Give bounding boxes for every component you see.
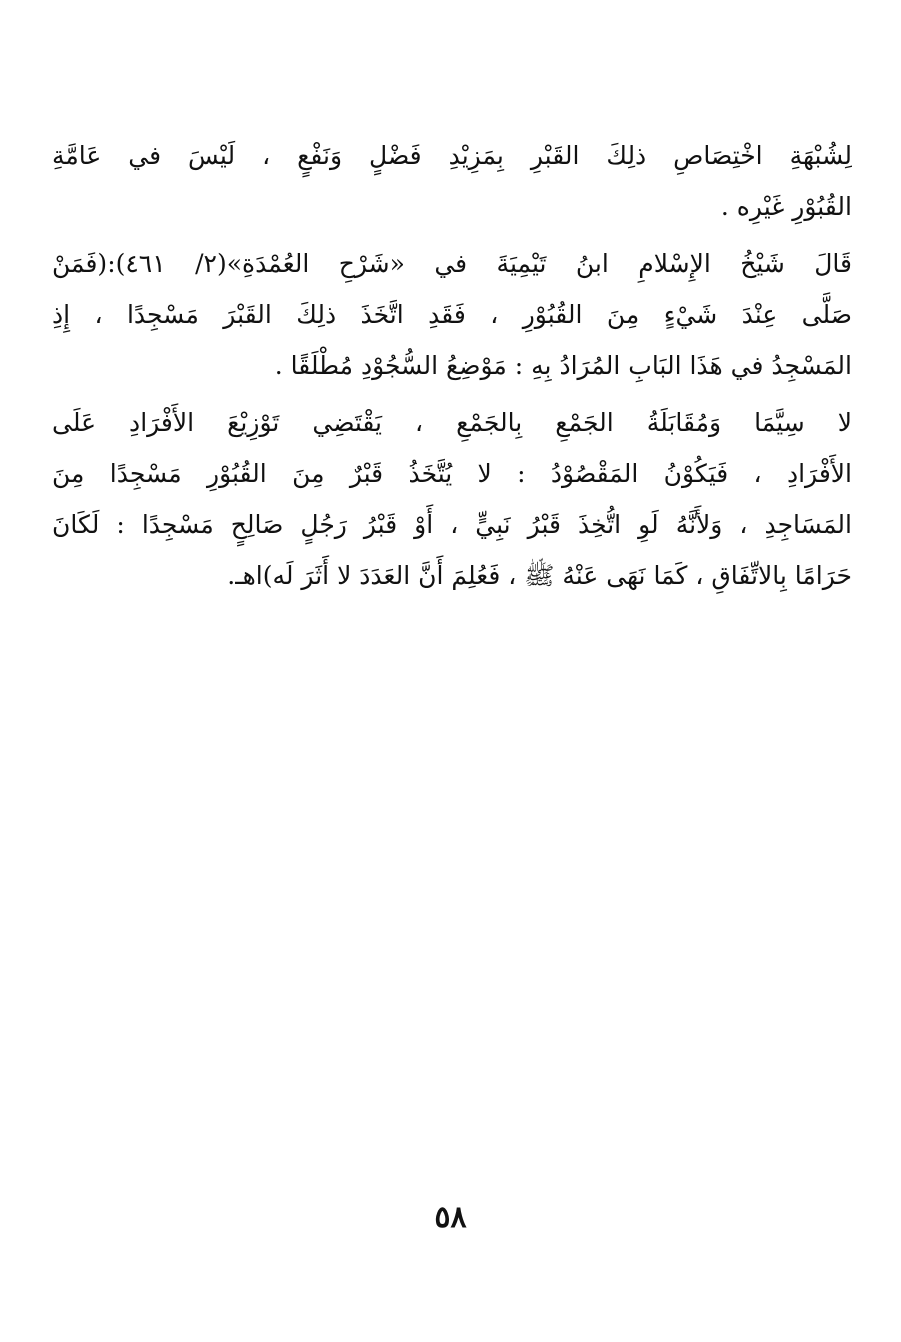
text-line: لِشُبْهَةِ اخْتِصَاصِ ذلِكَ القَبْرِ بِمَزِيْدِ فَضْلٍ وَنَفْعٍ ، لَيْسَ في عَامَّةِ [52,141,852,170]
text-line: صَلَّى عِنْدَ شَيْءٍ مِنَ القُبُوْرِ ، فَقَدِ اتَّخَذَ ذلِكَ القَبْرَ مَسْجِدًا ، إِذِ [52,300,852,329]
text-line: المَسْجِدُ في هَذَا البَابِ المُرَادُ بِهِ : مَوْضِعُ السُّجُوْدِ مُطْلَقًا . [274,351,852,380]
paragraph-2 [52,238,852,391]
text-line: حَرَامًا بِالاتِّفَاقِ ، كَمَا نَهَى عَنْهُ ﷺ ، فَعُلِمَ أَنَّ العَدَدَ لا أَثَرَ لَه)اهـ. [227,561,852,590]
page-number: ٥٨ [434,1200,467,1235]
text-line: لا سِيَّمَا وَمُقَابَلَةُ الجَمْعِ بِالجَمْعِ ، يَقْتَضِي تَوْزِيْعَ الأَفْرَادِ عَلَى [52,408,852,437]
text-line: قَالَ شَيْخُ الإِسْلامِ ابنُ تَيْمِيَةَ في «شَرْحِ العُمْدَةِ»(٢/ ٤٦١):(فَمَنْ [52,249,852,278]
paragraph-3 [52,397,852,601]
body-text [52,130,852,601]
text-line: الأَفْرَادِ ، فَيَكُوْنُ المَقْصُوْدُ : لا يُتَّخَذُ قَبْرٌ مِنَ القُبُوْرِ مَسْجِدًا مِنَ [52,459,852,488]
text-line: القُبُوْرِ غَيْرِه . [720,192,852,221]
paragraph-1 [52,130,852,232]
text-line: المَسَاجِدِ ، وَلأَنَّهُ لَوِ اتُّخِذَ قَبْرُ نَبِيٍّ ، أَوْ قَبْرُ رَجُلٍ صَالِحٍ مَسْجِدًا : لَكَانَ [52,510,852,539]
